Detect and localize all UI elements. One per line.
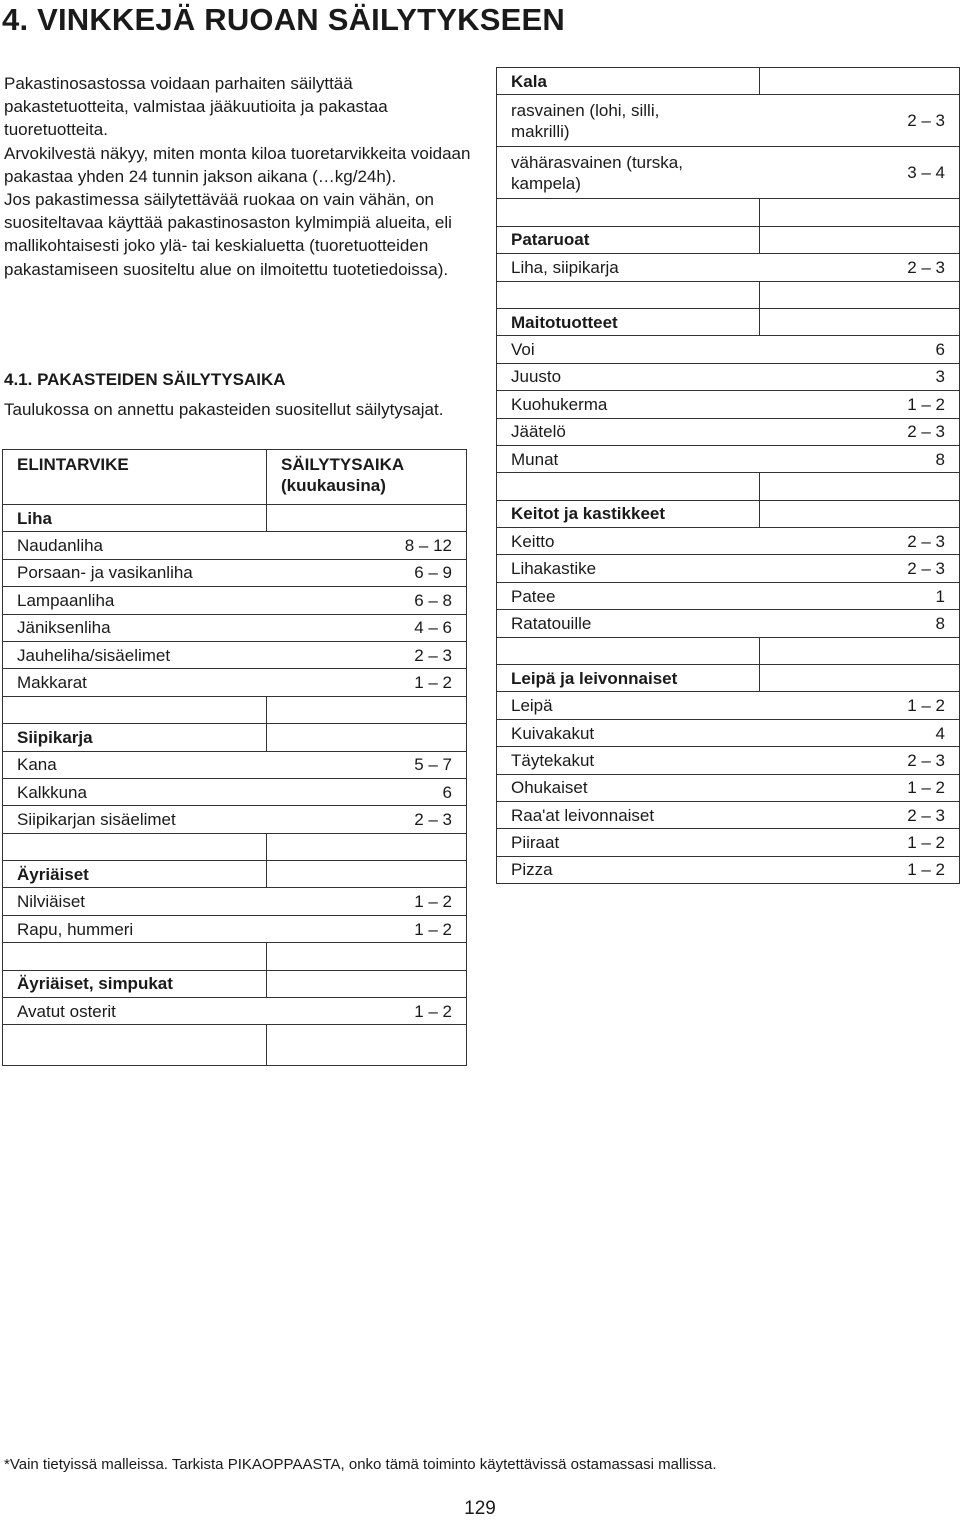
category-row <box>497 226 960 253</box>
category-empty-cell <box>760 68 960 95</box>
page-title: 4. VINKKEJÄ RUOAN SÄILYTYKSEEN <box>2 2 565 37</box>
food-item-label: Raa'at leivonnaiset <box>497 801 760 828</box>
storage-time-value: 2 – 3 <box>760 95 960 147</box>
storage-time-value: 5 – 7 <box>267 751 467 778</box>
page-number: 129 <box>464 1498 496 1519</box>
food-item-label: vähärasvainen (turska, kampela) <box>497 147 760 199</box>
spacer-row <box>3 696 467 723</box>
category-label: Keitot ja kastikkeet <box>497 500 760 527</box>
storage-time-value: 4 <box>760 719 960 746</box>
food-item-label: Pizza <box>497 856 760 883</box>
table-header-row <box>3 450 467 505</box>
food-item-label: Porsaan- ja vasikanliha <box>3 559 267 586</box>
food-item-label: Liha, siipikarja <box>497 254 760 281</box>
food-item-label: Naudanliha <box>3 532 267 559</box>
storage-time-value: 2 – 3 <box>760 555 960 582</box>
storage-time-value: 6 – 9 <box>267 559 467 586</box>
table-row <box>3 778 467 805</box>
table-row <box>3 559 467 586</box>
table-row <box>3 888 467 915</box>
intro-paragraph: Jos pakastimessa säilytettävää ruokaa on vain vähän, on suositeltavaa käyttää pakastinosaston kylmimpiä alueita, eli mallikohtaisesti joko ylä- tai keskialuetta (tuoretuotteiden pakastamiseen suositeltu alue on ilmoitettu tuotetiedoissa). <box>4 190 452 279</box>
category-empty-cell <box>760 308 960 335</box>
category-row <box>497 308 960 335</box>
storage-time-value: 1 – 2 <box>760 829 960 856</box>
spacer-cell <box>497 637 760 664</box>
storage-time-value: 1 – 2 <box>267 669 467 696</box>
table-row <box>497 747 960 774</box>
table-row <box>497 801 960 828</box>
spacer-cell <box>267 833 467 860</box>
food-item-label: Kuohukerma <box>497 391 760 418</box>
storage-time-value: 2 – 3 <box>760 418 960 445</box>
storage-time-value: 6 – 8 <box>267 587 467 614</box>
storage-time-value: 8 <box>760 445 960 472</box>
intro-paragraph: Pakastinosastossa voidaan parhaiten säilyttää pakastetuotteita, valmistaa jääkuutioita ja pakastaa tuoretuotteita. <box>4 74 388 140</box>
category-label: Kala <box>497 68 760 95</box>
food-item-label: Täytekakut <box>497 747 760 774</box>
storage-time-value: 3 <box>760 363 960 390</box>
category-row <box>3 505 467 532</box>
food-item-label: Lampaanliha <box>3 587 267 614</box>
category-row <box>3 724 467 751</box>
storage-time-value: 4 – 6 <box>267 614 467 641</box>
food-item-label: Jäätelö <box>497 418 760 445</box>
spacer-cell <box>760 281 960 308</box>
footnote: *Vain tietyissä malleissa. Tarkista PIKAOPPAASTA, onko tämä toiminto käytettävissä ostamassasi mallissa. <box>4 1456 717 1473</box>
category-empty-cell <box>267 861 467 888</box>
category-row <box>497 68 960 95</box>
spacer-cell <box>760 473 960 500</box>
table-row <box>497 254 960 281</box>
category-label: Äyriäiset <box>3 861 267 888</box>
food-item-label: Voi <box>497 336 760 363</box>
spacer-row <box>497 199 960 226</box>
intro-paragraph: Arvokilvestä näkyy, miten monta kiloa tuoretarvikkeita voidaan pakastaa yhden 24 tunnin jakson aikana (…kg/24h). <box>4 143 471 186</box>
spacer-cell <box>497 473 760 500</box>
table-row <box>497 391 960 418</box>
table-row <box>3 806 467 833</box>
table-row <box>3 532 467 559</box>
table-row <box>497 363 960 390</box>
food-item-label: Piiraat <box>497 829 760 856</box>
spacer-cell <box>3 943 267 970</box>
category-empty-cell <box>760 500 960 527</box>
table-row <box>3 751 467 778</box>
storage-time-value: 8 <box>760 610 960 637</box>
food-item-label: Ratatouille <box>497 610 760 637</box>
section-description: Taulukossa on annettu pakasteiden suositellut säilytysajat. <box>4 400 444 419</box>
table-row <box>497 719 960 746</box>
category-empty-cell <box>267 505 467 532</box>
spacer-row <box>497 473 960 500</box>
table-row <box>3 587 467 614</box>
category-empty-cell <box>760 226 960 253</box>
category-label: Pataruoat <box>497 226 760 253</box>
storage-table-left <box>2 449 467 1066</box>
food-item-label: Leipä <box>497 692 760 719</box>
category-label: Maitotuotteet <box>497 308 760 335</box>
table-row <box>497 147 960 199</box>
header-food: ELINTARVIKE <box>3 450 267 505</box>
food-item-label: Makkarat <box>3 669 267 696</box>
storage-time-value: 1 <box>760 582 960 609</box>
storage-table-right <box>496 67 960 884</box>
section-heading: 4.1. PAKASTEIDEN SÄILYTYSAIKA <box>4 370 286 389</box>
food-item-label: Avatut osterit <box>3 998 267 1025</box>
storage-time-value: 8 – 12 <box>267 532 467 559</box>
spacer-cell <box>3 833 267 860</box>
food-item-label: Kalkkuna <box>3 778 267 805</box>
table-row <box>497 829 960 856</box>
table-row <box>497 528 960 555</box>
category-label: Siipikarja <box>3 724 267 751</box>
table-row <box>3 669 467 696</box>
category-row <box>497 665 960 692</box>
food-item-label: Keitto <box>497 528 760 555</box>
storage-time-value: 2 – 3 <box>760 254 960 281</box>
header-time: SÄILYTYSAIKA (kuukausina) <box>267 450 467 505</box>
category-label: Liha <box>3 505 267 532</box>
table-row <box>497 336 960 363</box>
category-label: Äyriäiset, simpukat <box>3 970 267 997</box>
storage-time-value: 6 <box>760 336 960 363</box>
category-row <box>3 970 467 997</box>
intro-text <box>4 72 474 281</box>
category-empty-cell <box>760 665 960 692</box>
spacer-row <box>3 833 467 860</box>
food-item-label: Nilviäiset <box>3 888 267 915</box>
table-row <box>497 95 960 147</box>
food-item-label: Ohukaiset <box>497 774 760 801</box>
spacer-row <box>497 637 960 664</box>
table-row <box>3 915 467 942</box>
storage-time-value: 2 – 3 <box>760 747 960 774</box>
storage-time-value: 1 – 2 <box>760 856 960 883</box>
storage-time-value: 1 – 2 <box>267 998 467 1025</box>
storage-time-value: 1 – 2 <box>760 774 960 801</box>
storage-time-value: 2 – 3 <box>760 528 960 555</box>
spacer-cell <box>760 199 960 226</box>
category-empty-cell <box>267 970 467 997</box>
table-row <box>497 610 960 637</box>
table-row <box>497 692 960 719</box>
storage-time-value: 1 – 2 <box>267 888 467 915</box>
table-row <box>497 856 960 883</box>
spacer-cell <box>3 696 267 723</box>
storage-time-value: 3 – 4 <box>760 147 960 199</box>
spacer-row <box>3 943 467 970</box>
storage-time-value: 2 – 3 <box>760 801 960 828</box>
table-row <box>497 445 960 472</box>
category-row <box>497 500 960 527</box>
food-item-label: Jauheliha/sisäelimet <box>3 641 267 668</box>
table-row <box>497 555 960 582</box>
category-empty-cell <box>267 724 467 751</box>
category-label: Leipä ja leivonnaiset <box>497 665 760 692</box>
table-row <box>3 614 467 641</box>
food-item-label: Munat <box>497 445 760 472</box>
storage-time-value: 1 – 2 <box>760 692 960 719</box>
spacer-cell <box>497 281 760 308</box>
storage-time-value: 1 – 2 <box>760 391 960 418</box>
food-item-label: Juusto <box>497 363 760 390</box>
storage-time-value: 6 <box>267 778 467 805</box>
table-row <box>3 998 467 1025</box>
spacer-cell <box>3 1025 267 1066</box>
spacer-cell <box>267 696 467 723</box>
food-item-label: Kana <box>3 751 267 778</box>
table-row <box>3 641 467 668</box>
food-item-label: Rapu, hummeri <box>3 915 267 942</box>
spacer-cell <box>267 1025 467 1066</box>
food-item-label: Patee <box>497 582 760 609</box>
table-row <box>497 582 960 609</box>
storage-time-value: 2 – 3 <box>267 806 467 833</box>
spacer-cell <box>267 943 467 970</box>
table-row <box>497 774 960 801</box>
storage-time-value: 1 – 2 <box>267 915 467 942</box>
table-row <box>497 418 960 445</box>
spacer-cell <box>497 199 760 226</box>
category-row <box>3 861 467 888</box>
storage-time-value: 2 – 3 <box>267 641 467 668</box>
spacer-cell <box>760 637 960 664</box>
food-item-label: rasvainen (lohi, silli, makrilli) <box>497 95 760 147</box>
food-item-label: Jäniksenliha <box>3 614 267 641</box>
spacer-row <box>497 281 960 308</box>
spacer-row <box>3 1025 467 1066</box>
food-item-label: Kuivakakut <box>497 719 760 746</box>
food-item-label: Siipikarjan sisäelimet <box>3 806 267 833</box>
food-item-label: Lihakastike <box>497 555 760 582</box>
